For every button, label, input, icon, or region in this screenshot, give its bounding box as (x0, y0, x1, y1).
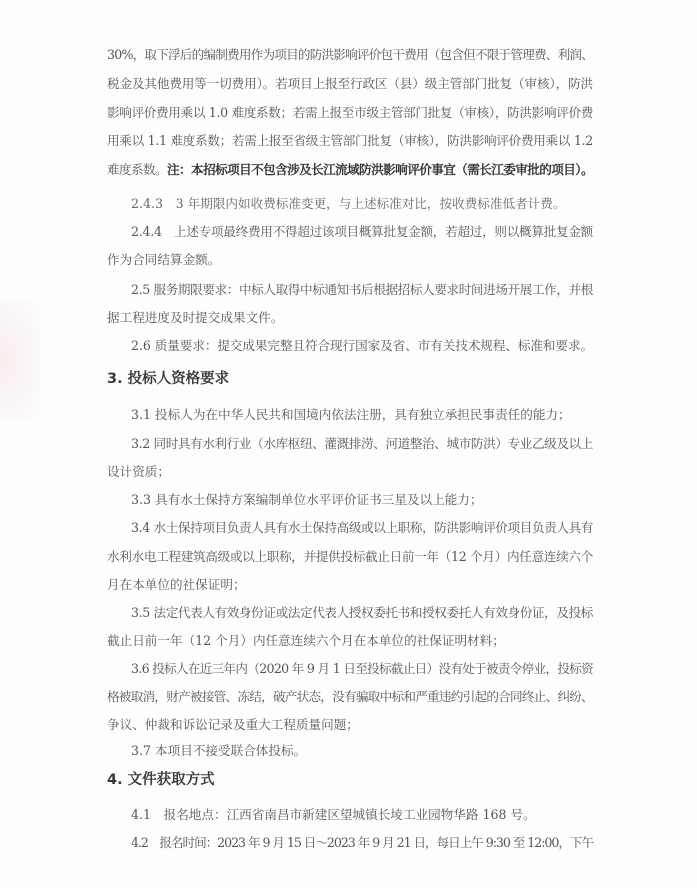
item-4-2: 4.2 报名时间：2023 年 9 月 15 日～2023 年 9 月 21 日，每日上午 9:30 至 12:00，下午 (131, 835, 593, 850)
text-line: 30%，取下浮后的编制费用作为项目的防洪影响评价包干费用（包含但不限于管理费、利润、 (107, 47, 593, 62)
note-bold: 注：本招标项目不包含涉及长江流域防洪影响评价事宜（需长江委审批的项目）。 (167, 162, 594, 177)
item-3-3: 3.3 具有水土保持方案编制单位水平评价证书三星及以上能力； (131, 492, 483, 507)
scan-stain (0, 300, 40, 420)
text-line: 据工程进度及时提交成果文件。 (107, 310, 284, 325)
item-3-4: 3.4 水土保持项目负责人具有水土保持高级或以上职称，防洪影响评价项目负责人具有 (131, 520, 593, 535)
text-line: 格被取消，财产被接管、冻结，破产状态，没有骗取中标和严重违约引起的合同终止、纠纷、 (107, 689, 594, 704)
item-3-7: 3.7 本项目不接受联合体投标。 (131, 743, 307, 758)
item-2-5: 2.5 服务期限要求：中标人取得中标通知书后根据招标人要求时间进场开展工作，并根 (131, 282, 593, 297)
item-2-6: 2.6 质量要求：提交成果完整且符合现行国家及省、市有关技术规程、标准和要求。 (131, 338, 593, 353)
item-3-5: 3.5 法定代表人有效身份证或法定代表人授权委托书和授权委托人有效身份证，及投标 (131, 605, 593, 620)
section-3-heading: 3. 投标人资格要求 (107, 371, 230, 387)
item-3-1: 3.1 投标人为在中华人民共和国境内依法注册，具有独立承担民事责任的能力； (131, 407, 571, 422)
item-3-6: 3.6 投标人在近三年内（2020 年 9 月 1 日至投标截止日）没有处于被责令停业，投标资 (131, 661, 593, 676)
text-line: 截止日前一年（12 个月）内任意连续六个月在本单位的社保证明材料； (107, 633, 505, 648)
text-line: 争议、仲裁和诉讼记录及重大工程质量问题； (107, 717, 359, 732)
item-2-4-3: 2.4.3 3 年期限内如收费标准变更，与上述标准对比，按收费标准低者计费。 (131, 196, 566, 211)
text-line: 水利水电工程建筑高级或以上职称，并提供投标截止日前一年（12 个月）内任意连续六个 (107, 549, 593, 564)
item-3-2: 3.2 同时具有水利行业（水库枢纽、灌溉排涝、河道整治、城市防洪）专业乙级及以上 (131, 436, 593, 451)
text-line: 影响评价费用乘以 1.0 难度系数；若需上报至市级主管部门批复（审核），防洪影响评价费 (107, 105, 593, 120)
text-line: 月在本单位的社保证明； (107, 577, 246, 592)
item-2-4-4: 2.4.4 上述专项最终费用不得超过该项目概算批复金额，若超过，则以概算批复金额 (131, 224, 593, 239)
section-4-heading: 4. 文件获取方式 (107, 772, 215, 788)
text-line: 税金及其他费用等一切费用）。若项目上报至行政区（县）级主管部门批复（审核），防洪 (107, 76, 593, 91)
text-line: 作为合同结算金额。 (107, 252, 221, 267)
item-4-1: 4.1 报名地点：江西省南昌市新建区望城镇长堎工业园物华路 168 号。 (131, 807, 536, 822)
text-line (107, 161, 593, 179)
text-line: 设计资质； (107, 464, 170, 479)
text-normal: 难度系数。 (107, 162, 168, 177)
text-line: 用乘以 1.1 难度系数；若需上报至省级主管部门批复（审核），防洪影响评价费用乘以 1.2 (107, 133, 593, 148)
